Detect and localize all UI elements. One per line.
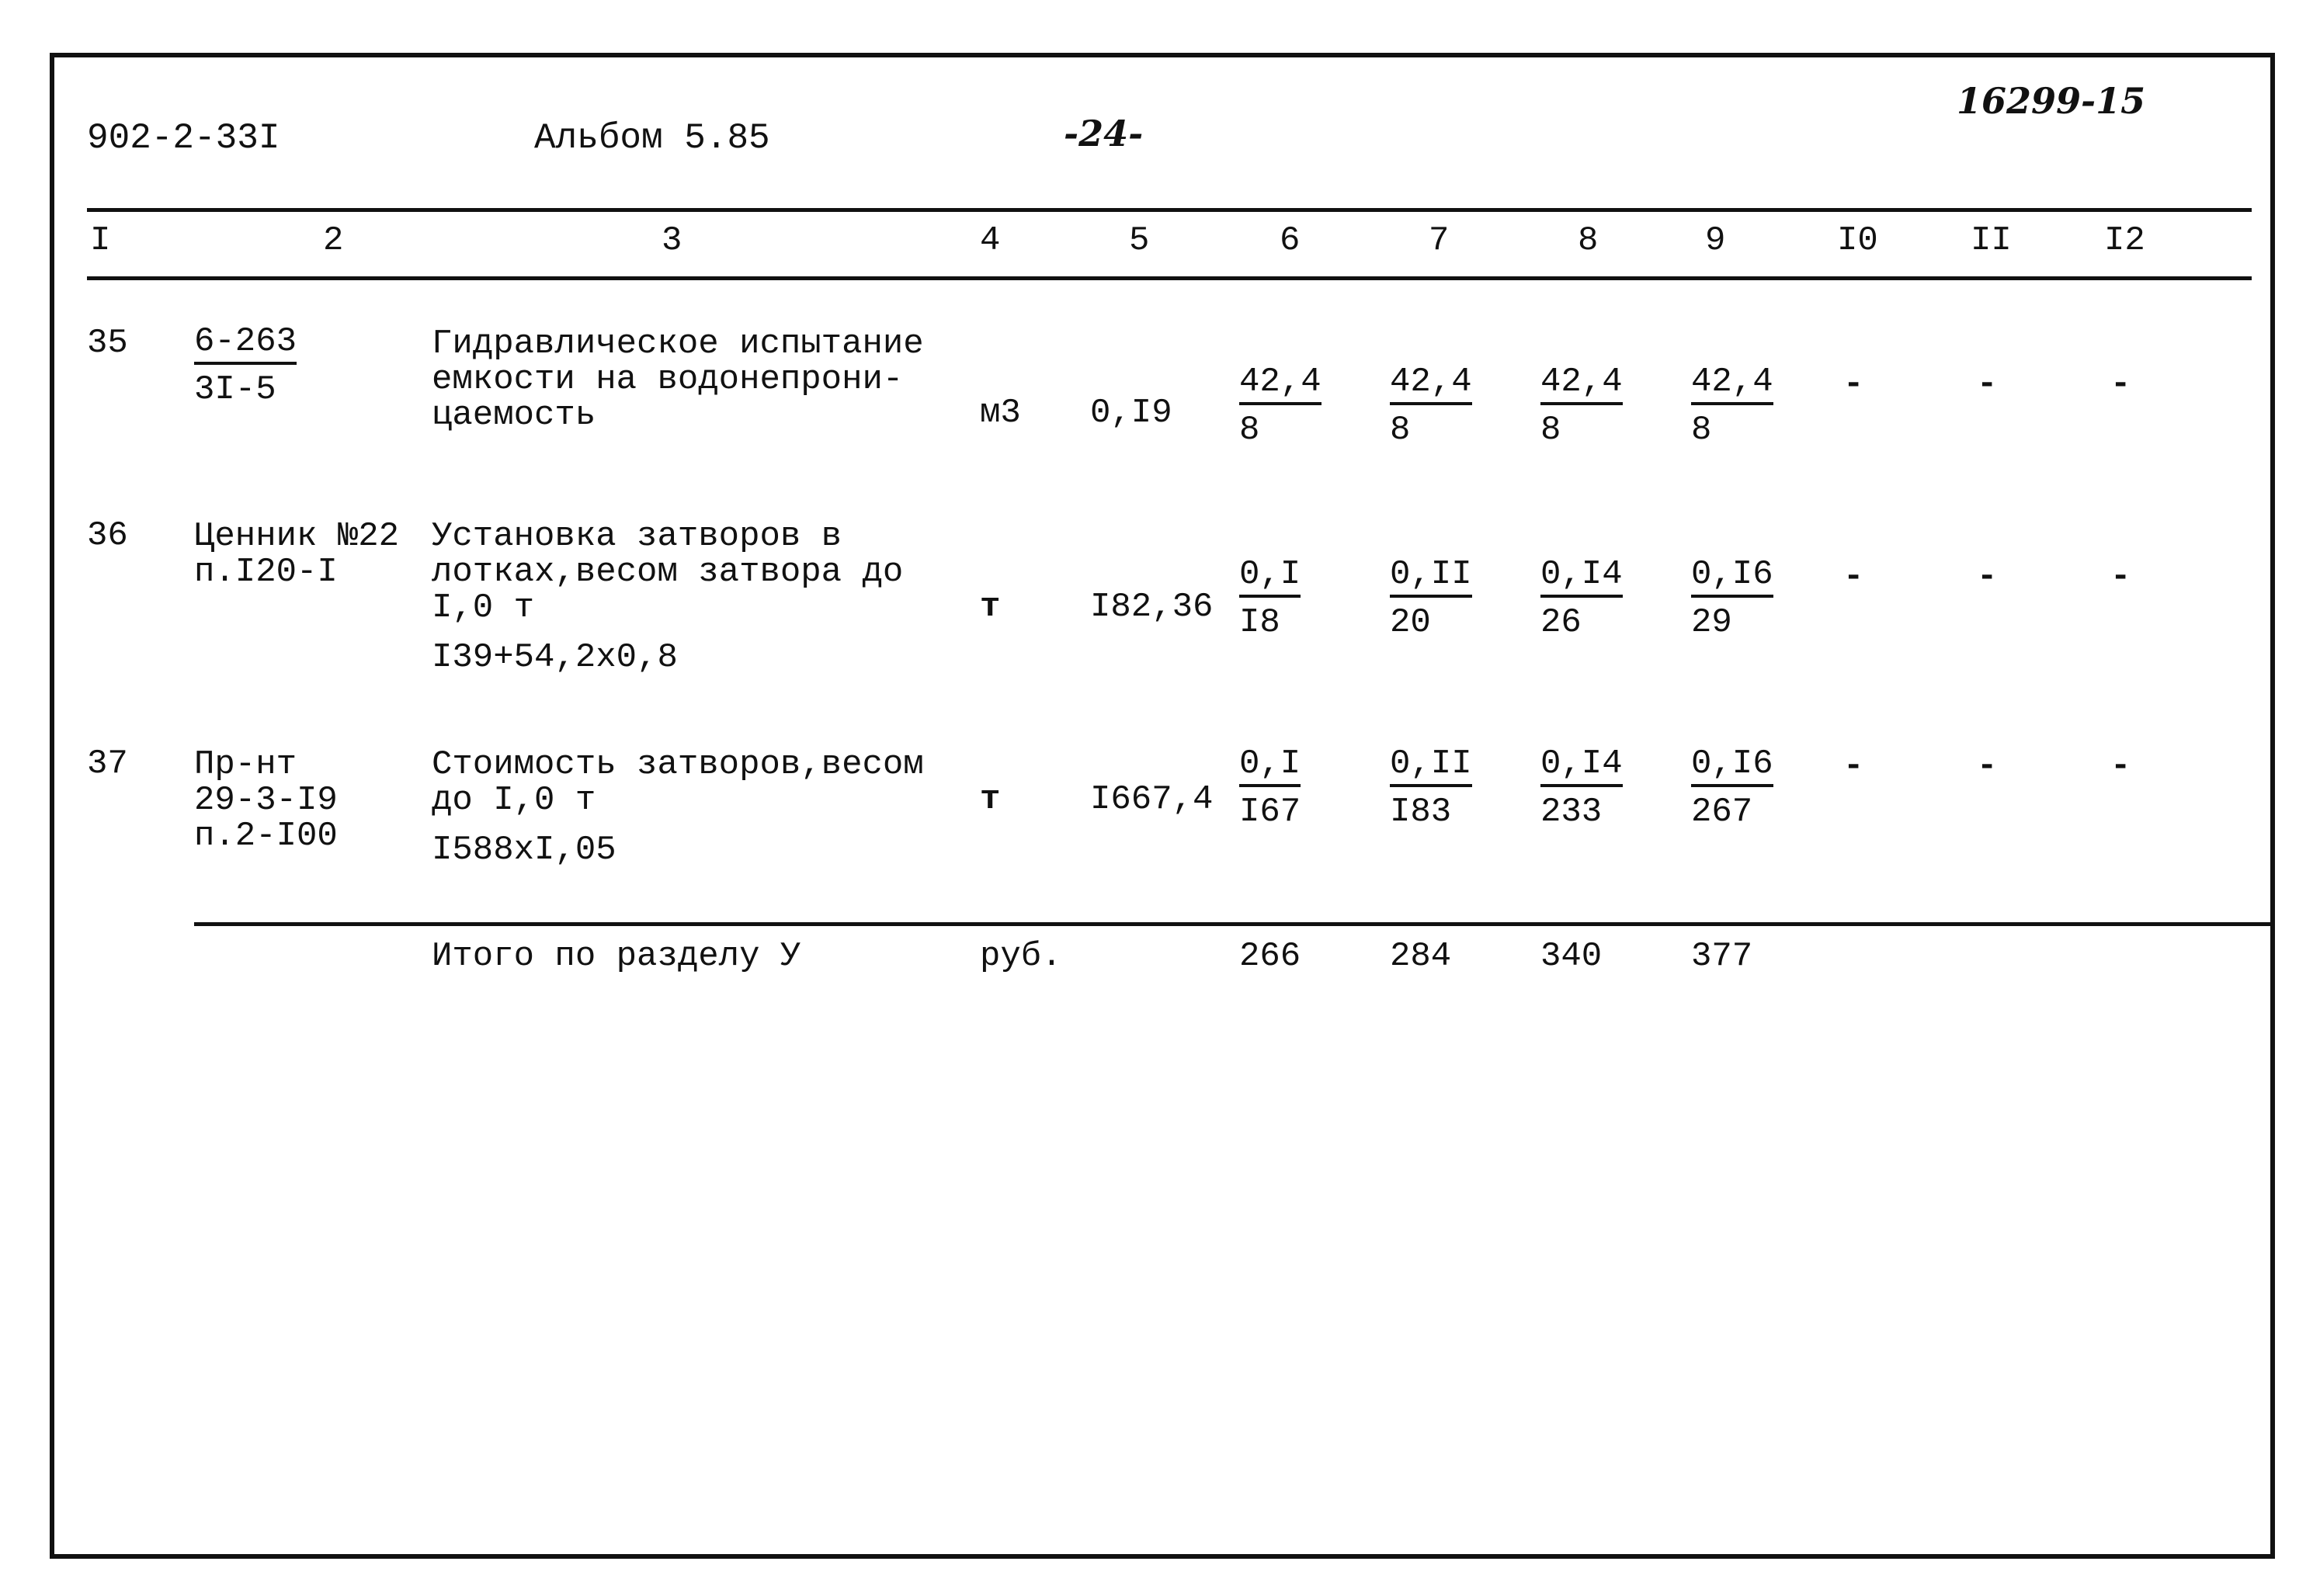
value-top: 0,I4 — [1540, 747, 1623, 787]
row-number: 36 — [87, 516, 128, 555]
dash-col-12: - — [2110, 557, 2131, 596]
value-bottom: 8 — [1390, 411, 1411, 449]
row-price: 0,I9 — [1090, 394, 1172, 432]
value-top: 42,4 — [1239, 365, 1321, 405]
value-top: 0,II — [1390, 747, 1472, 787]
value-bottom: 29 — [1691, 603, 1732, 642]
value-top: 0,I — [1239, 747, 1301, 787]
value-col-7 — [1390, 365, 1499, 447]
description-line: лотках,весом затвора до — [432, 553, 904, 592]
col-header-1: I — [90, 221, 111, 260]
total-unit: руб. — [980, 937, 1062, 976]
value-col-7 — [1390, 557, 1499, 640]
col-header-9: 9 — [1705, 221, 1726, 260]
row-code-line: п.I20-I — [194, 553, 338, 592]
total-col-9: 377 — [1691, 937, 1753, 976]
row-code — [194, 324, 365, 407]
dash-col-11: - — [1977, 747, 1998, 786]
dash-col-12: - — [2110, 365, 2131, 404]
value-top: 0,II — [1390, 557, 1472, 598]
row-unit: т — [980, 780, 1001, 819]
col-header-5: 5 — [1129, 221, 1150, 260]
value-col-9 — [1691, 744, 1800, 831]
col-header-6: 6 — [1280, 221, 1301, 260]
value-bottom: I67 — [1239, 793, 1301, 831]
row-code-line: 29-3-I9 — [194, 781, 338, 820]
description-line: до I,0 т — [432, 781, 596, 820]
col-header-3: 3 — [662, 221, 682, 260]
value-top: 42,4 — [1390, 365, 1472, 405]
description-line: I,0 т — [432, 588, 535, 627]
value-bottom: 8 — [1691, 411, 1712, 449]
row-code — [194, 519, 399, 590]
value-col-8 — [1540, 744, 1649, 831]
dash-col-10: - — [1843, 557, 1864, 596]
value-top: 0,I — [1239, 557, 1301, 598]
description-line: Стоимость затворов,весом — [432, 745, 924, 784]
doc-code: 902-2-33I — [87, 118, 280, 158]
col-header-12: I2 — [2104, 221, 2145, 260]
description-formula: I39+54,2x0,8 — [432, 638, 678, 677]
col-header-8: 8 — [1578, 221, 1599, 260]
col-header-2: 2 — [323, 221, 344, 260]
value-top: 0,I4 — [1540, 557, 1623, 598]
total-label: Итого по разделу У — [432, 937, 801, 976]
value-top: 42,4 — [1691, 365, 1773, 405]
dash-col-11: - — [1977, 365, 1998, 404]
page-number: -24- — [1064, 113, 1144, 154]
header-rule-top — [87, 208, 2252, 212]
row-code-line: п.2-I00 — [194, 817, 338, 855]
col-header-10: I0 — [1837, 221, 1878, 260]
value-bottom: 267 — [1691, 793, 1753, 831]
dash-col-12: - — [2110, 747, 2131, 786]
total-col-8: 340 — [1540, 937, 1603, 976]
value-bottom: 26 — [1540, 603, 1582, 642]
row-number: 35 — [87, 324, 128, 363]
row-price: I667,4 — [1090, 780, 1214, 819]
value-col-6 — [1239, 744, 1348, 831]
value-col-6 — [1239, 365, 1348, 447]
row-unit: м3 — [980, 394, 1021, 432]
col-header-11: II — [1971, 221, 2012, 260]
description-line: емкости на водонепрони- — [432, 360, 904, 399]
header-rule-bottom — [87, 276, 2252, 280]
description-line: Гидравлическое испытание — [432, 324, 924, 363]
row-unit: т — [980, 588, 1001, 626]
dash-col-10: - — [1843, 365, 1864, 404]
dash-col-10: - — [1843, 747, 1864, 786]
row-code — [194, 747, 338, 854]
value-bottom: I8 — [1239, 603, 1280, 642]
total-col-6: 266 — [1239, 937, 1301, 976]
value-bottom: 20 — [1390, 603, 1431, 642]
value-bottom: 8 — [1239, 411, 1260, 449]
row-number: 37 — [87, 744, 128, 783]
value-col-9 — [1691, 365, 1800, 447]
total-rule — [194, 922, 2275, 926]
value-bottom: 233 — [1540, 793, 1603, 831]
value-col-9 — [1691, 557, 1800, 640]
description-line: цаемость — [432, 396, 596, 435]
value-top: 0,I6 — [1691, 557, 1773, 598]
value-col-8 — [1540, 557, 1649, 640]
album-label: Альбом 5.85 — [534, 118, 770, 158]
description-formula: I588xI,05 — [432, 831, 616, 869]
row-description — [432, 747, 924, 868]
value-top: 0,I6 — [1691, 747, 1773, 787]
row-code-bottom: 3I-5 — [194, 370, 276, 409]
row-price: I82,36 — [1090, 588, 1214, 626]
row-description — [432, 519, 903, 675]
total-col-7: 284 — [1390, 937, 1452, 976]
description-line: Установка затворов в — [432, 517, 842, 556]
value-top: 42,4 — [1540, 365, 1623, 405]
row-description — [432, 326, 924, 433]
value-col-7 — [1390, 744, 1499, 831]
row-code-top: 6-263 — [194, 324, 297, 365]
stamp-number: 16299-15 — [1957, 80, 2146, 122]
value-col-6 — [1239, 557, 1348, 640]
value-bottom: 8 — [1540, 411, 1561, 449]
col-header-7: 7 — [1429, 221, 1450, 260]
dash-col-11: - — [1977, 557, 1998, 596]
col-header-4: 4 — [980, 221, 1001, 260]
value-col-8 — [1540, 365, 1649, 447]
row-code-line: Пр-нт — [194, 745, 297, 784]
value-bottom: I83 — [1390, 793, 1452, 831]
row-code-line: Ценник №22 — [194, 517, 400, 556]
